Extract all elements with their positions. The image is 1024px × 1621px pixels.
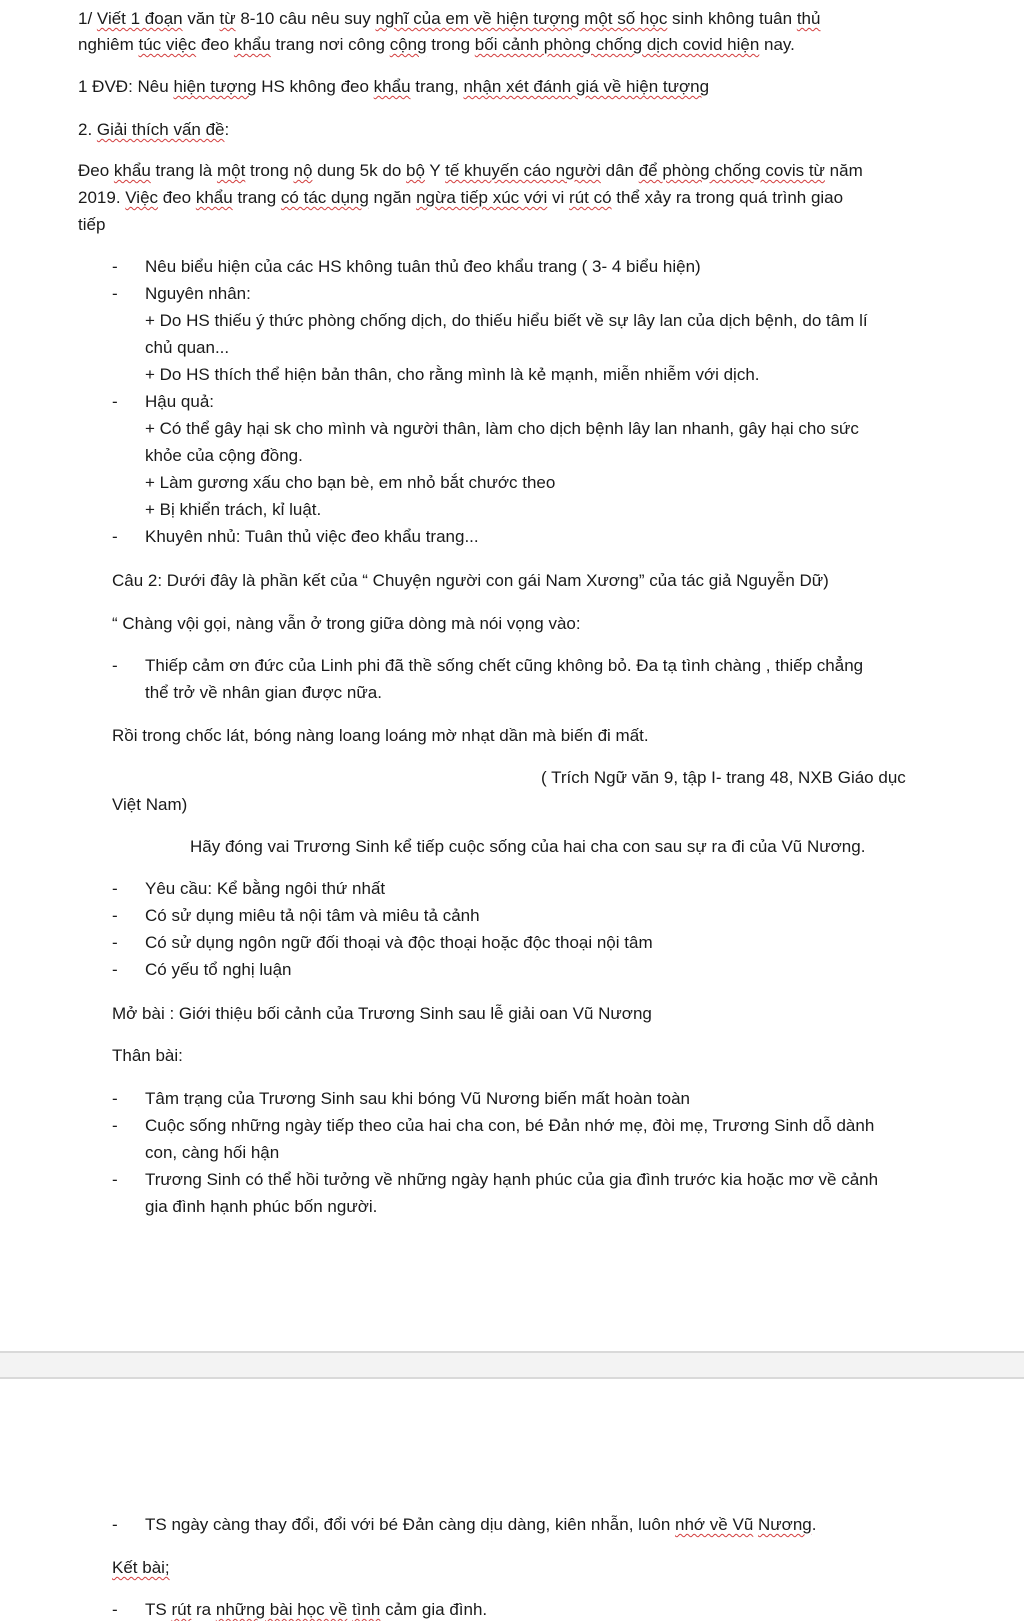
source-citation: Việt Nam) xyxy=(112,795,188,814)
question-1-line-2 xyxy=(78,34,795,56)
bullet-dash: - xyxy=(112,1089,118,1108)
text-run: TS xyxy=(145,1600,172,1619)
spellcheck-flag: từ xyxy=(219,9,236,28)
text-run: : xyxy=(224,120,230,139)
quote-end: Rồi trong chốc lát, bóng nàng loang loáng mờ nhạt dần mà biến đi mất. xyxy=(112,726,649,745)
list-item: Hậu quả: xyxy=(145,392,214,411)
text-run: thể xảy ra trong quá trình giao xyxy=(611,188,844,207)
body-item: Cuộc sống những ngày tiếp theo của hai cha con, bé Đản nhớ mẹ, đòi mẹ, Trương Sinh dỗ dành xyxy=(145,1116,875,1135)
text-run: dân xyxy=(600,161,639,180)
text-run: trang nơi công xyxy=(270,35,390,54)
spellcheck-flag: khẩu xyxy=(373,77,411,96)
body-item: Trương Sinh có thể hồi tưởng về những ngày hạnh phúc của gia đình trước kia hoặc mơ về cảnh xyxy=(145,1170,879,1189)
text-run: trang xyxy=(232,188,281,207)
conclusion-item xyxy=(145,1599,487,1621)
question-1-line-1 xyxy=(78,8,820,30)
explain-paragraph-line-1 xyxy=(78,160,863,182)
bullet-dash: - xyxy=(112,527,118,546)
text-run: đeo xyxy=(196,35,234,54)
text-run: vi xyxy=(547,188,570,207)
bullet-dash: - xyxy=(112,1116,118,1135)
text-run: Đeo xyxy=(78,161,114,180)
bullet-dash: - xyxy=(112,392,118,411)
spellcheck-flag: khẩu xyxy=(233,35,271,54)
list-subitem: + Làm gương xấu cho bạn bè, em nhỏ bắt chước theo xyxy=(145,473,556,492)
list-item: Nguyên nhân: xyxy=(145,284,251,303)
text-run: 2. xyxy=(78,120,97,139)
spellcheck-flag: thủ xyxy=(796,9,821,28)
spellcheck-flag: Giải thích vấn đề xyxy=(96,120,225,139)
explain-heading xyxy=(78,119,229,141)
bullet-dash: - xyxy=(112,1600,118,1619)
spellcheck-flag: nộ xyxy=(293,161,313,180)
text-run: nghiêm xyxy=(78,35,139,54)
bullet-dash: - xyxy=(112,879,118,898)
bullet-dash: - xyxy=(112,257,118,276)
text-run: trang là xyxy=(150,161,217,180)
quote-item: thể trở về nhân gian được nữa. xyxy=(145,683,382,702)
text-run: 1/ xyxy=(78,9,97,28)
spellcheck-flag: tình xyxy=(352,1600,381,1619)
body-item: gia đình hạnh phúc bốn người. xyxy=(145,1197,378,1216)
bullet-dash: - xyxy=(112,906,118,925)
list-subitem: + Do HS thích thể hiện bản thân, cho rằng mình là kẻ mạnh, miễn nhiễm với dịch. xyxy=(145,365,760,384)
spellcheck-flag: túc việc xyxy=(138,35,197,54)
list-subitem: + Bị khiển trách, kỉ luật. xyxy=(145,500,322,519)
body-item: con, càng hối hận xyxy=(145,1143,280,1162)
quote-item: Thiếp cảm ơn đức của Linh phi đã thề sống chết cũng không bỏ. Đa tạ tình chàng , thiếp chẳng xyxy=(145,656,864,675)
text-run: ra xyxy=(191,1600,216,1619)
requirement-item: Yêu cầu: Kể bằng ngôi thứ nhất xyxy=(145,879,386,898)
list-subitem: khỏe của cộng đồng. xyxy=(145,446,303,465)
spellcheck-flag: Việc xyxy=(125,188,159,207)
spellcheck-flag: nghĩ của em về hiện tượng một số học xyxy=(375,9,668,28)
text-run: văn xyxy=(182,9,220,28)
text-run: cảm gia đình. xyxy=(380,1600,488,1619)
list-subitem: chủ quan... xyxy=(145,338,230,357)
conclusion-heading xyxy=(112,1557,170,1579)
spellcheck-flag: những bài học về xyxy=(215,1600,348,1619)
page-break-gap xyxy=(0,1353,1024,1377)
bullet-dash: - xyxy=(112,960,118,979)
list-item: Nêu biểu hiện của các HS không tuân thủ đeo khẩu trang ( 3- 4 biểu hiện) xyxy=(145,257,701,276)
dvd-heading xyxy=(78,76,709,98)
spellcheck-flag: rút có xyxy=(569,188,612,207)
bullet-dash: - xyxy=(112,284,118,303)
text-run: sinh không tuân xyxy=(667,9,797,28)
requirement-item: Có sử dụng ngôn ngữ đối thoại và độc thoại hoặc độc thoại nội tâm xyxy=(145,933,653,952)
explain-paragraph-line-3: tiếp xyxy=(78,215,106,234)
spellcheck-flag: khẩu xyxy=(113,161,151,180)
page-break-line xyxy=(0,1377,1024,1379)
bullet-dash: - xyxy=(112,1170,118,1189)
text-run: năm xyxy=(824,161,863,180)
intro-heading: Mở bài : Giới thiệu bối cảnh của Trương Sinh sau lễ giải oan Vũ Nương xyxy=(112,1004,652,1023)
spellcheck-flag: bộ xyxy=(406,161,425,180)
spellcheck-flag: nhớ về Vũ xyxy=(675,1515,754,1534)
text-run: . xyxy=(811,1515,817,1534)
text-run: Y xyxy=(424,161,446,180)
body-item: Tâm trạng của Trương Sinh sau khi bóng Vũ Nương biến mất hoàn toàn xyxy=(145,1089,690,1108)
requirement-item: Có yếu tổ nghị luận xyxy=(145,960,292,979)
body-item xyxy=(145,1514,816,1536)
bullet-dash: - xyxy=(112,1515,118,1534)
spellcheck-flag: để phòng chống covis từ xyxy=(638,161,825,180)
text-run: đeo xyxy=(158,188,196,207)
spellcheck-flag: rút xyxy=(171,1600,192,1619)
spellcheck-flag: một xyxy=(216,161,246,180)
spellcheck-flag: ngừa tiếp xúc với xyxy=(416,188,548,207)
spellcheck-flag: nhận xét đánh giá về hiện tượng xyxy=(463,77,710,96)
text-run: dung 5k do xyxy=(312,161,406,180)
spellcheck-flag: khẩu xyxy=(195,188,233,207)
source-citation: ( Trích Ngữ văn 9, tập I- trang 48, NXB Giáo dục xyxy=(541,768,906,787)
text-run: trang, xyxy=(410,77,464,96)
body-heading: Thân bài: xyxy=(112,1046,183,1065)
text-run: trong xyxy=(245,161,294,180)
bullet-dash: - xyxy=(112,656,118,675)
explain-paragraph-line-2 xyxy=(78,187,843,209)
spellcheck-flag: Viết 1 đoạn xyxy=(96,9,183,28)
task-prompt: Hãy đóng vai Trương Sinh kể tiếp cuộc sống của hai cha con sau sự ra đi của Vũ Nương. xyxy=(190,837,866,856)
text-run: 2019. xyxy=(78,188,126,207)
text-run: TS ngày càng thay đổi, đổi với bé Đản càng dịu dàng, kiên nhẫn, luôn xyxy=(145,1515,676,1534)
spellcheck-flag: có tác dụng xyxy=(280,188,369,207)
question-2: Câu 2: Dưới đây là phần kết của “ Chuyện người con gái Nam Xương” của tác giả Nguyễn Dữ) xyxy=(112,571,829,590)
spellcheck-flag: Kết bài; xyxy=(112,1558,170,1577)
spellcheck-flag: hiện tượng xyxy=(173,77,257,96)
spellcheck-flag: tế khuyến cáo người xyxy=(445,161,601,180)
bullet-dash: - xyxy=(112,933,118,952)
text-run: trong xyxy=(426,35,475,54)
requirement-item: Có sử dụng miêu tả nội tâm và miêu tả cảnh xyxy=(145,906,480,925)
text-run: HS không đeo xyxy=(256,77,374,96)
spellcheck-flag: cộng xyxy=(389,35,427,54)
text-run: nay. xyxy=(759,35,795,54)
list-subitem: + Do HS thiếu ý thức phòng chống dịch, do thiếu hiểu biết về sự lây lan của dịch bệnh, do tâm lí xyxy=(145,311,868,330)
list-subitem: + Có thể gây hại sk cho mình và người thân, làm cho dịch bệnh lây lan nhanh, gây hại cho sức xyxy=(145,419,859,438)
spellcheck-flag: bối cảnh phòng chống dịch covid hiện xyxy=(474,35,760,54)
list-item: Khuyên nhủ: Tuân thủ việc đeo khẩu trang... xyxy=(145,527,479,546)
text-run: 1 ĐVĐ: Nêu xyxy=(78,77,174,96)
text-run: ngăn xyxy=(368,188,417,207)
spellcheck-flag: Nương xyxy=(758,1515,812,1534)
quote-intro: “ Chàng vội gọi, nàng vẫn ở trong giữa dòng mà nói vọng vào: xyxy=(112,614,581,633)
text-run: 8-10 câu nêu suy xyxy=(235,9,376,28)
